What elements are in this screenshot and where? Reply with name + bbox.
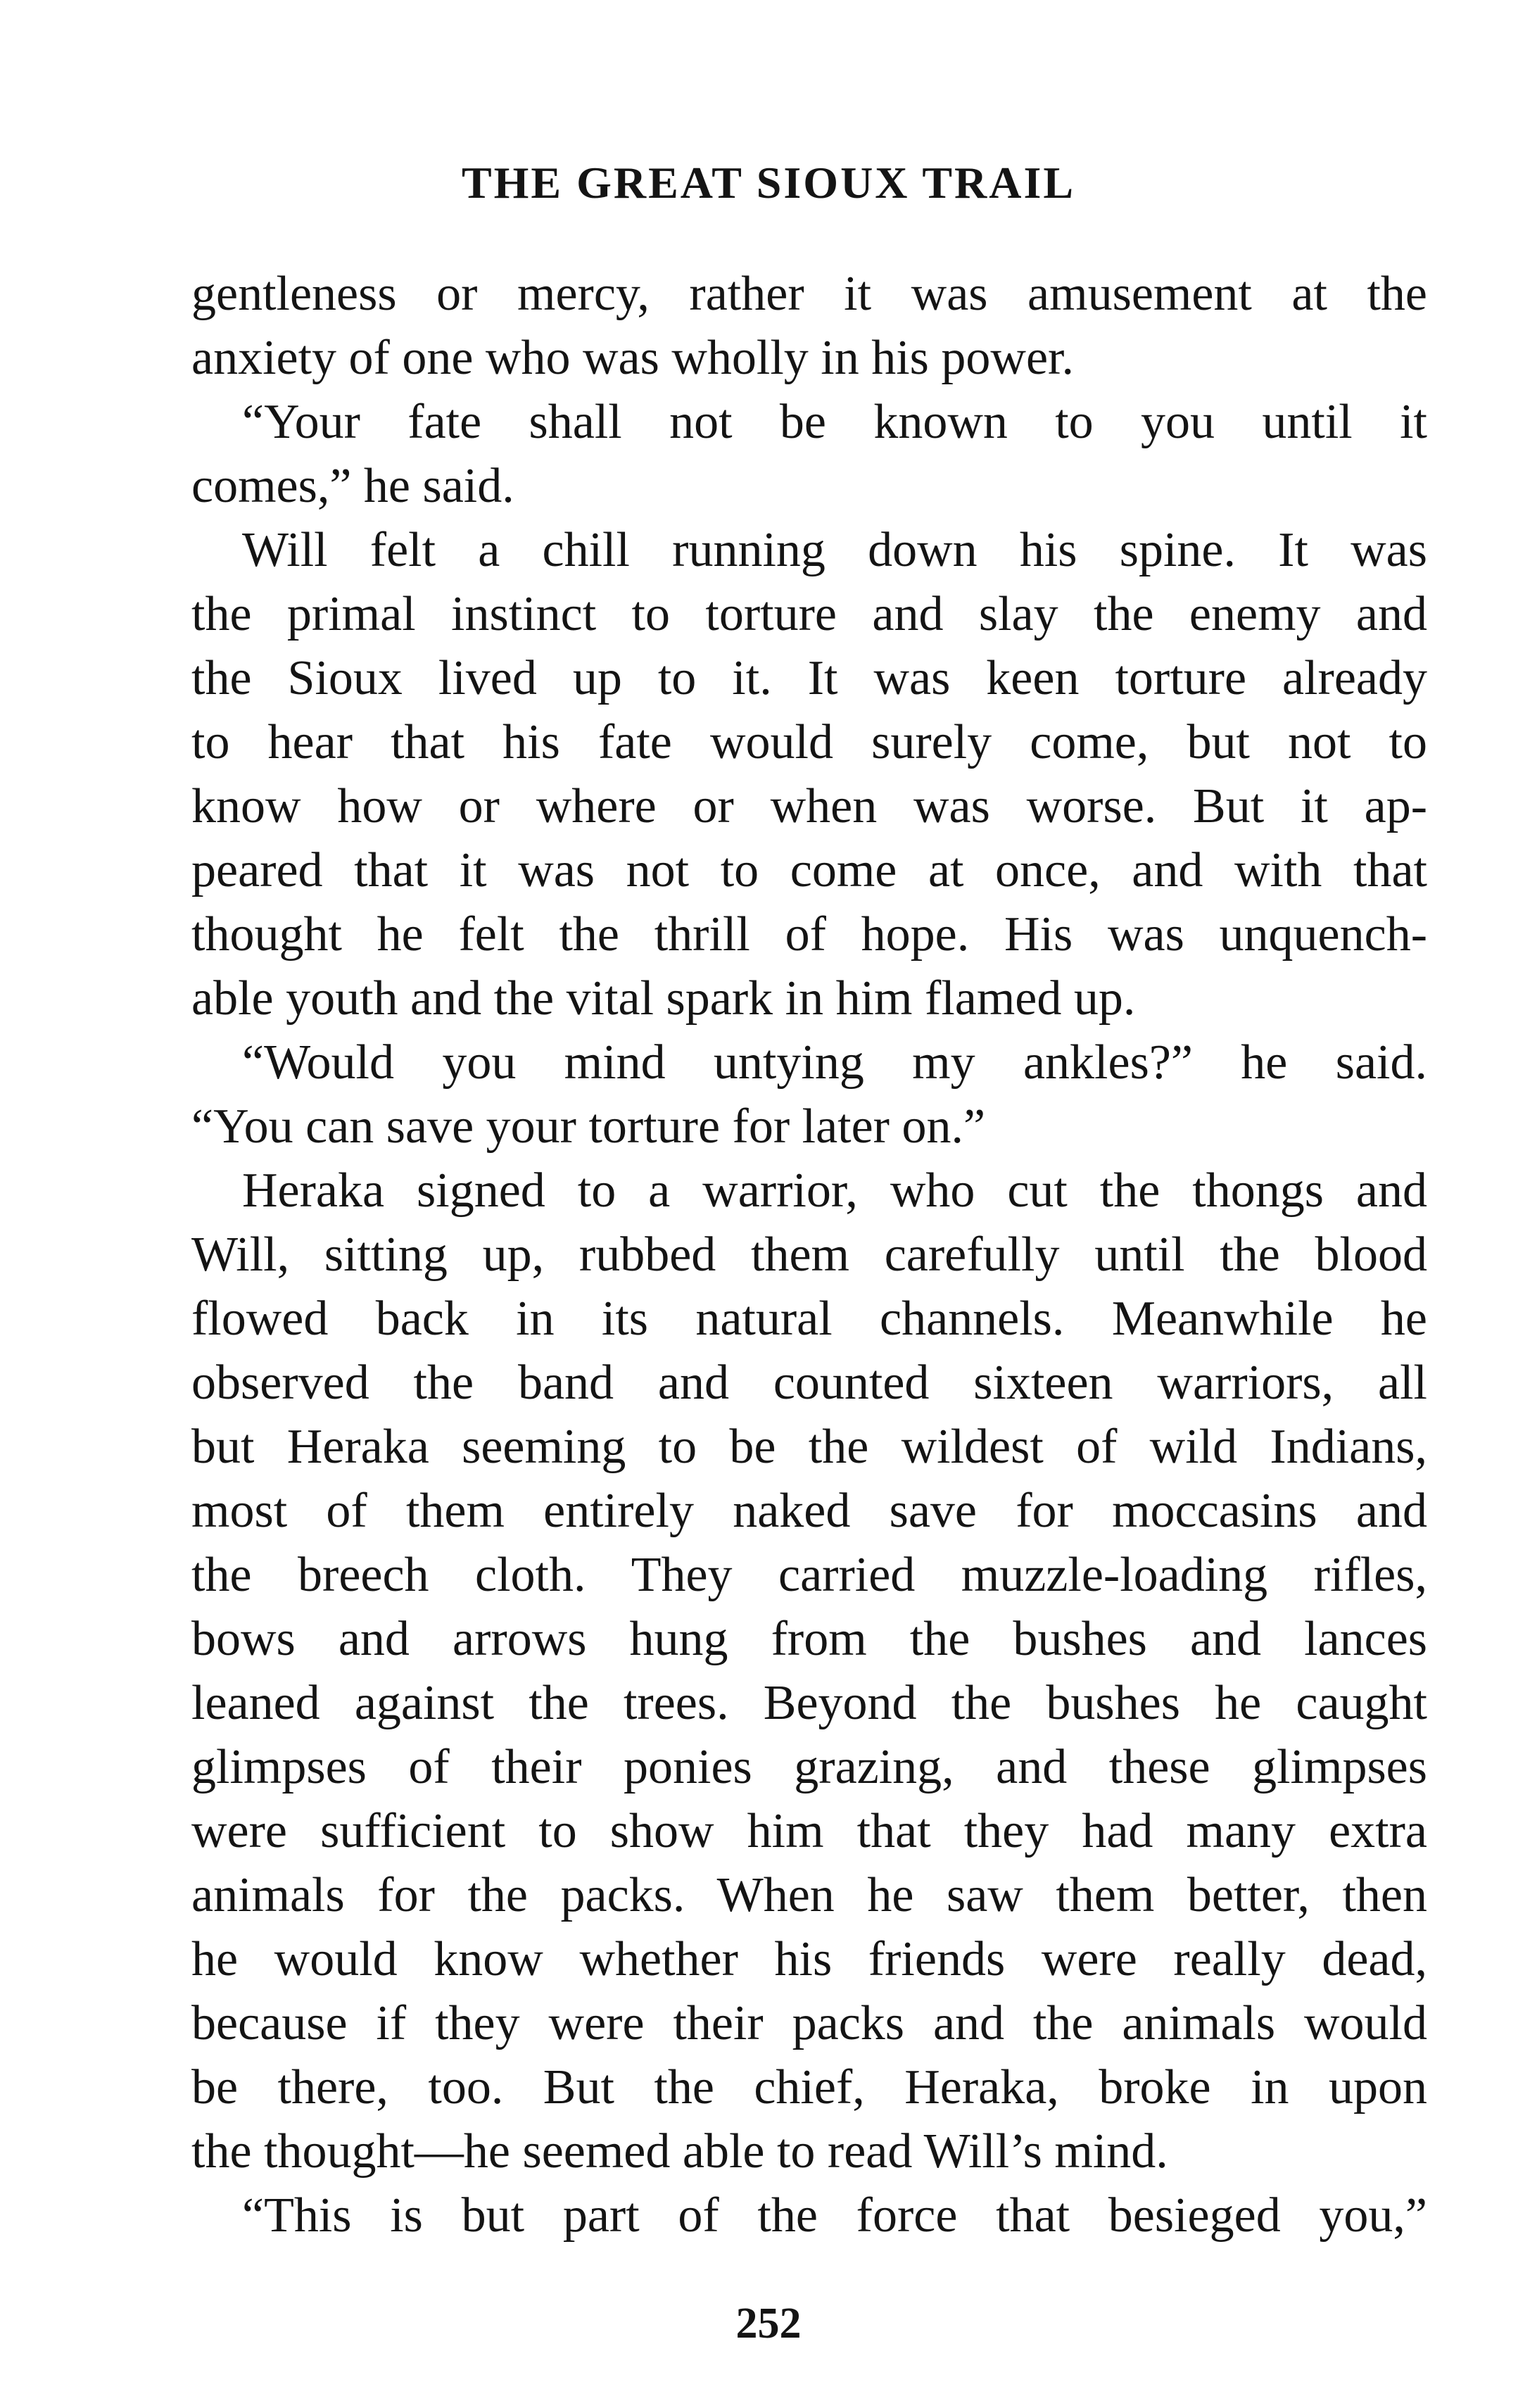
text-line: peared that it was not to come at once, and with that bbox=[191, 843, 1427, 897]
body-text bbox=[191, 262, 1427, 2248]
running-header: THE GREAT SIOUX TRAIL bbox=[461, 158, 1076, 208]
text-line: be there, too. But the chief, Heraka, broke in upon bbox=[191, 2060, 1427, 2114]
text-line: glimpses of their ponies grazing, and these glimpses bbox=[191, 1740, 1427, 1794]
text-line: the breech cloth. They carried muzzle-loading rifles, bbox=[191, 1548, 1427, 1602]
text-line: were sufficient to show him that they had many extra bbox=[191, 1804, 1427, 1858]
text-line: “Would you mind untying my ankles?” he said. bbox=[242, 1035, 1427, 1090]
text-line: because if they were their packs and the animals would bbox=[191, 1996, 1427, 2050]
page-number: 252 bbox=[735, 2300, 802, 2347]
text-line: the primal instinct to torture and slay the enemy and bbox=[191, 587, 1427, 641]
text-line: leaned against the trees. Beyond the bushes he caught bbox=[191, 1676, 1427, 1730]
text-line: to hear that his fate would surely come, but not to bbox=[191, 715, 1427, 769]
text-line: but Heraka seeming to be the wildest of wild Indians, bbox=[191, 1420, 1427, 1474]
text-line: Will, sitting up, rubbed them carefully until the blood bbox=[191, 1228, 1427, 1282]
text-line: “Your fate shall not be known to you until it bbox=[242, 395, 1427, 449]
text-line: bows and arrows hung from the bushes and lances bbox=[191, 1612, 1427, 1666]
text-line: he would know whether his friends were really dead, bbox=[191, 1932, 1427, 1986]
text-line: anxiety of one who was wholly in his power. bbox=[191, 331, 1074, 385]
text-line: the thought—he seemed able to read Will’s mind. bbox=[191, 2124, 1168, 2179]
text-line: animals for the packs. When he saw them better, then bbox=[191, 1868, 1427, 1922]
text-line: thought he felt the thrill of hope. His was unquench- bbox=[191, 907, 1427, 962]
text-line: Heraka signed to a warrior, who cut the thongs and bbox=[242, 1164, 1427, 1218]
text-line: flowed back in its natural channels. Meanwhile he bbox=[191, 1292, 1427, 1346]
text-line: know how or where or when was worse. But it ap- bbox=[191, 779, 1427, 833]
text-line: “This is but part of the force that besieged you,” bbox=[242, 2188, 1427, 2243]
text-line: “You can save your torture for later on.” bbox=[191, 1099, 986, 1154]
text-line: the Sioux lived up to it. It was keen torture already bbox=[191, 651, 1427, 705]
text-line: most of them entirely naked save for moccasins and bbox=[191, 1484, 1427, 1538]
text-line: comes,” he said. bbox=[191, 459, 514, 513]
text-line: observed the band and counted sixteen warriors, all bbox=[191, 1356, 1427, 1410]
text-line: gentleness or mercy, rather it was amusement at the bbox=[191, 267, 1427, 321]
text-line: Will felt a chill running down his spine. It was bbox=[242, 523, 1427, 577]
text-line: able youth and the vital spark in him flamed up. bbox=[191, 971, 1136, 1026]
